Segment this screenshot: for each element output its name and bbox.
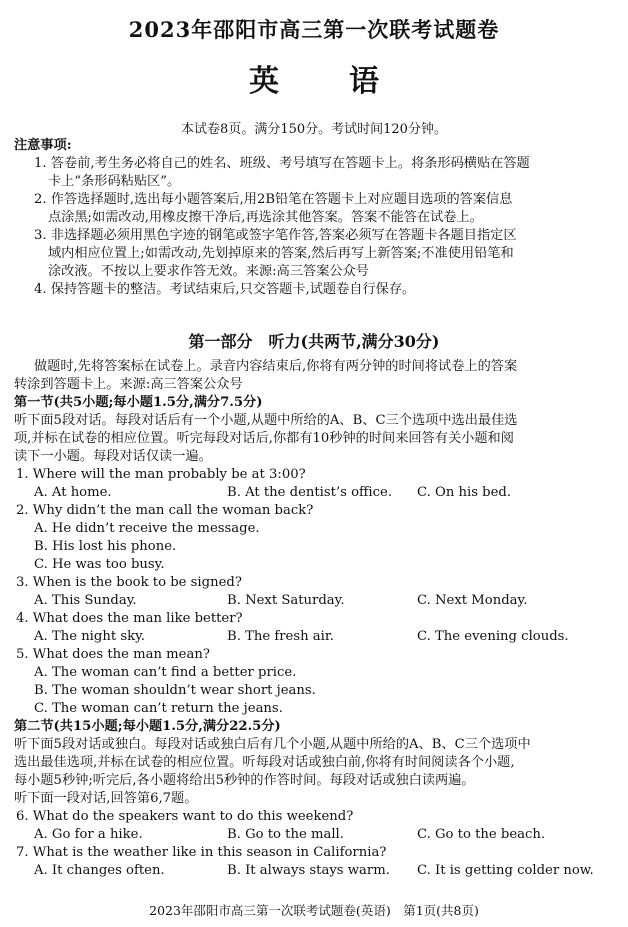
notes-section [14,137,618,299]
question-1-options [14,484,618,502]
option-b[interactable]: B. It always stays warm. [227,863,390,878]
option-a[interactable]: A. It changes often. [34,863,165,878]
note-3-line-1: 3. 非选择题必须用黑色字迹的钢笔或签字笔作答,答案必须写在答题卡各题目指定区 [34,228,517,243]
section2-heading: 第二节(共15小题;每小题1.5分,满分22.5分) [14,719,281,734]
section1-heading: 第一节(共5小题;每小题1.5分,满分7.5分) [14,395,263,410]
section1-instr-line-2: 项,并标在试卷的相应位置。听完每段对话后,你都有10秒钟的时间来回答有关小题和阅 [14,431,514,446]
option-c[interactable]: C. He was too busy. [34,557,165,572]
part1-intro-line-1: 做题时,先将答案标在试卷上。录音内容结束后,你将有两分钟的时间将试卷上的答案 [34,359,518,374]
note-1-line-1: 1. 答卷前,考生务必将自己的姓名、班级、考号填写在答题卡上。将条形码横贴在答题 [34,156,530,171]
option-c[interactable]: C. On his bed. [417,485,512,500]
option-a[interactable]: A. The night sky. [34,629,145,644]
option-a[interactable]: A. The woman can’t find a better price. [34,665,297,680]
section2-instr-line-3: 每小题5秒钟;听完后,各小题将给出5秒钟的作答时间。每段对话或独白读两遍。 [14,773,475,788]
note-1-line-2: 卡上“条形码粘贴区”。 [48,174,181,189]
question-3: 3. When is the book to be signed? [16,575,242,590]
exam-title: 2023年邵阳市高三第一次联考试题卷 [128,17,500,42]
page-footer: 2023年邵阳市高三第一次联考试题卷(英语) 第1页(共8页) [149,903,479,918]
option-b[interactable]: B. His lost his phone. [34,539,177,554]
option-c[interactable]: C. The woman can’t return the jeans. [34,701,283,716]
note-2-line-2: 点涂黑;如需改动,用橡皮擦干净后,再选涂其他答案。答案不能答在试卷上。 [48,210,483,225]
question-7: 7. What is the weather like in this season in California? [16,845,387,860]
option-b[interactable]: B. Go to the mall. [227,827,344,842]
option-a[interactable]: A. He didn’t receive the message. [34,521,260,536]
section1-instr-line-1: 听下面5段对话。每段对话后有一个小题,从题中所给的A、B、C三个选项中选出最佳选 [14,413,518,428]
question-6-options [14,826,618,844]
option-b[interactable]: B. Next Saturday. [227,593,345,608]
question-4: 4. What does the man like better? [16,611,243,626]
option-b[interactable]: B. The woman shouldn’t wear short jeans. [34,683,316,698]
question-5: 5. What does the man mean? [16,647,210,662]
question-2: 2. Why didn’t the man call the woman back? [16,503,314,518]
note-3-line-3: 涂改液。不按以上要求作答无效。来源:高三答案公众号 [48,264,369,279]
question-4-options [14,628,618,646]
note-2-line-1: 2. 作答选择题时,选出每小题答案后,用2B铅笔在答题卡上对应题目选项的答案信息 [34,192,513,207]
option-a[interactable]: A. At home. [34,485,112,500]
question-3-options [14,592,618,610]
note-3-line-2: 域内相应位置上;如需改动,先划掉原来的答案,然后再写上新答案;不准使用铅笔和 [48,246,514,261]
section2-instr-line-1: 听下面5段对话或独白。每段对话或独白后有几个小题,从题中所给的A、B、C三个选项中 [14,737,531,752]
question-1: 1. Where will the man probably be at 3:00? [16,467,306,482]
option-b[interactable]: B. The fresh air. [227,629,334,644]
option-a[interactable]: A. This Sunday. [34,593,137,608]
option-c[interactable]: C. It is getting colder now. [417,863,594,878]
part1-body [14,358,618,880]
section2-group-intro: 听下面一段对话,回答第6,7题。 [14,791,198,806]
option-c[interactable]: C. Go to the beach. [417,827,546,842]
exam-info: 本试卷8页。满分150分。考试时间120分钟。 [181,122,447,137]
part1-heading: 第一部分 听力(共两节,满分30分) [188,332,440,351]
notes-heading: 注意事项: [14,138,72,153]
option-b[interactable]: B. At the dentist’s office. [227,485,393,500]
section1-instr-line-3: 读下一小题。每段对话仅读一遍。 [14,449,212,464]
question-7-options [14,862,618,880]
option-a[interactable]: A. Go for a hike. [34,827,143,842]
part1-intro-line-2: 转涂到答题卡上。来源:高三答案公众号 [14,377,243,392]
option-c[interactable]: C. Next Monday. [417,593,528,608]
section2-instr-line-2: 选出最佳选项,并标在试卷的相应位置。听每段对话或独白前,你将有时间阅读各个小题, [14,755,515,770]
subject-title: 英 语 [249,64,399,99]
option-c[interactable]: C. The evening clouds. [417,629,569,644]
question-6: 6. What do the speakers want to do this weekend? [16,809,354,824]
note-4-line-1: 4. 保持答题卡的整洁。考试结束后,只交答题卡,试题卷自行保存。 [34,282,416,297]
